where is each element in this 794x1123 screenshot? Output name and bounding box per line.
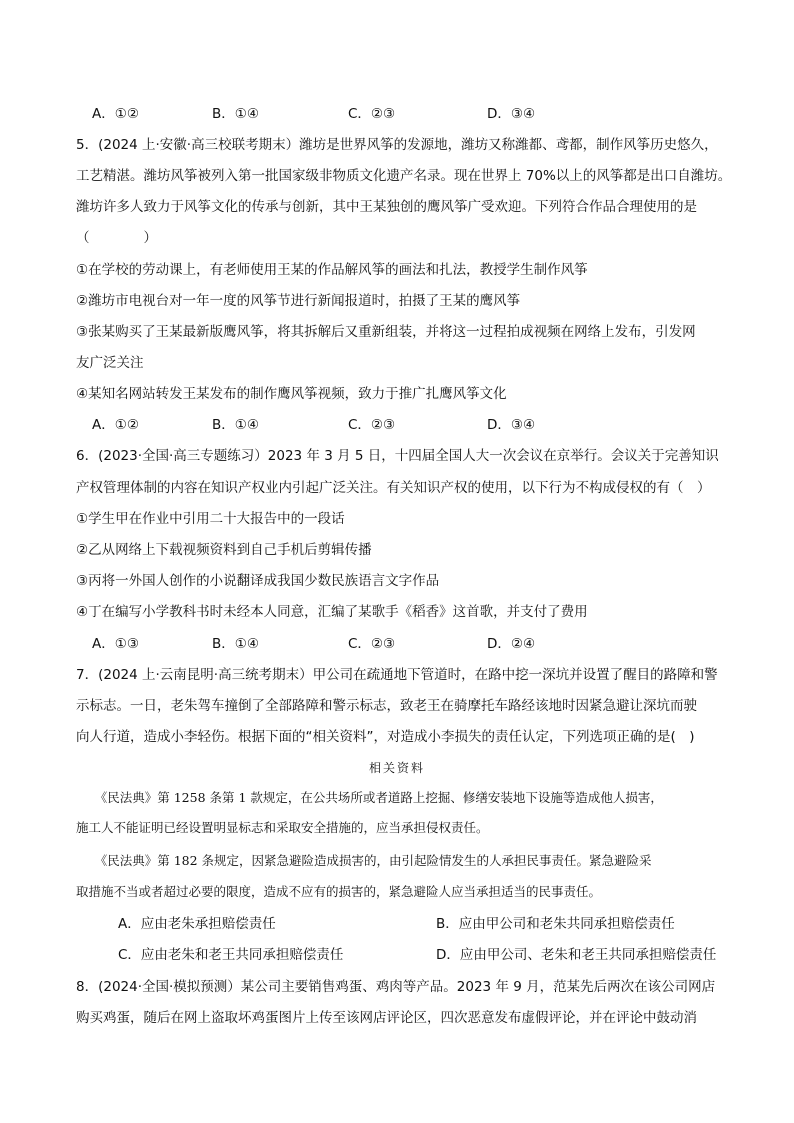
q6-item-2: ②乙从网络上下载视频资料到自己手机后剪辑传播 [76, 542, 372, 558]
q4-option-b: B．①④ [212, 106, 259, 122]
q8-stem-line: 购买鸡蛋，随后在网上盗取坏鸡蛋图片上传至该网店评论区，四次恶意发布虚假评论，并在评论中鼓动消 [76, 1010, 697, 1026]
q5-stem-line: 潍坊许多人致力于风筝文化的传承与创新，其中王某独创的鹰风筝广受欢迎。下列符合作品合理使用的是 [76, 199, 697, 215]
q6-option-c: C．②③ [348, 636, 396, 652]
q5-item-2: ②潍坊市电视台对一年一度的风筝节进行新闻报道时，拍摄了王某的鹰风筝 [76, 293, 521, 309]
q5-item-3: ③张某购买了王某最新版鹰风筝，将其拆解后又重新组装，并将这一过程拍成视频在网络上发布，引发网 [76, 324, 696, 340]
q5-stem-line: 工艺精湛。潍坊风筝被列入第一批国家级非物质文化遗产名录。现在世界上 70%以上的风筝都是出口自潍坊。 [76, 168, 732, 184]
q5-answer-blank: （ ） [76, 230, 157, 246]
q4-option-a: A．①② [92, 106, 139, 122]
q6-stem-line: 6．(2023·全国·高三专题练习）2023 年 3 月 5 日，十四届全国人大一次会议在京举行。会议关于完善知识 [76, 448, 719, 464]
q7-stem-line: 向人行道，造成小李轻伤。根据下面的“相关资料”，对造成小李损失的责任认定，下列选项正确的是( ) [76, 729, 695, 745]
q8-stem-line: 8．(2024·全国·模拟预测）某公司主要销售鸡蛋、鸡肉等产品。2023 年 9 月，范某先后两次在该公司网店 [76, 979, 716, 995]
q5-item-4: ④某知名网站转发王某发布的制作鹰风筝视频，致力于推广扎鹰风筝文化 [76, 386, 507, 402]
q5-item-1: ①在学校的劳动课上，有老师使用王某的作品解风筝的画法和扎法，教授学生制作风筝 [76, 262, 588, 278]
q6-option-b: B．①④ [212, 636, 259, 652]
q4-option-c: C．②③ [348, 106, 396, 122]
q7-reference-line: 取措施不当或者超过必要的限度，造成不应有的损害的，紧急避险人应当承担适当的民事责任。 [76, 884, 602, 899]
q6-option-d: D．②④ [487, 636, 536, 652]
q4-option-d: D．③④ [487, 106, 536, 122]
q7-stem-line: 示标志。一日，老朱驾车撞倒了全部路障和警示标志，致老王在骑摩托车路经该地时因紧急避让深坑而驶 [76, 698, 697, 714]
q6-item-1: ①学生甲在作业中引用二十大报告中的一段话 [76, 511, 345, 527]
q7-reference-line: 《民法典》第 1258 条第 1 款规定，在公共场所或者道路上挖掘、修缮安装地下设施等造成他人损害， [76, 790, 663, 805]
q7-option-b: B．应由甲公司和老朱共同承担赔偿责任 [436, 916, 675, 932]
q6-option-a: A．①③ [92, 636, 139, 652]
q5-item-3-cont: 友广泛关注 [76, 355, 144, 371]
q6-item-3: ③丙将一外国人创作的小说翻译成我国少数民族语言文字作品 [76, 573, 440, 589]
q7-reference-line: 施工人不能证明已经设置明显标志和采取安全措施的，应当承担侵权责任。 [76, 820, 489, 835]
q6-item-4: ④丁在编写小学教科书时未经本人同意，汇编了某歌手《稻香》这首歌，并支付了费用 [76, 604, 588, 620]
q5-option-b: B．①④ [212, 417, 259, 433]
q5-option-a: A．①② [92, 417, 139, 433]
q7-option-c: C．应由老朱和老王共同承担赔偿责任 [118, 947, 344, 963]
q5-option-c: C．②③ [348, 417, 396, 433]
q7-reference-line: 《民法典》第 182 条规定，因紧急避险造成损害的，由引起险情发生的人承担民事责任。紧急避险采 [76, 853, 652, 868]
q7-option-d: D．应由甲公司、老朱和老王共同承担赔偿责任 [436, 947, 717, 963]
q7-option-a: A．应由老朱承担赔偿责任 [118, 916, 276, 932]
q7-stem-line: 7．(2024 上·云南昆明·高三统考期末）甲公司在疏通地下管道时，在路中挖一深坑并设置了醒目的路障和警 [76, 667, 718, 683]
q5-stem-line: 5．(2024 上·安徽·高三校联考期末）潍坊是世界风筝的发源地，潍坊又称潍都、鸢都，制作风筝历史悠久， [76, 137, 718, 153]
q5-option-d: D．③④ [487, 417, 536, 433]
q7-reference-title: 相关资料 [368, 761, 425, 775]
q6-stem-line: 产权管理体制的内容在知识产权业内引起广泛关注。有关知识产权的使用，以下行为不构成侵权的有（ ） [76, 480, 711, 496]
